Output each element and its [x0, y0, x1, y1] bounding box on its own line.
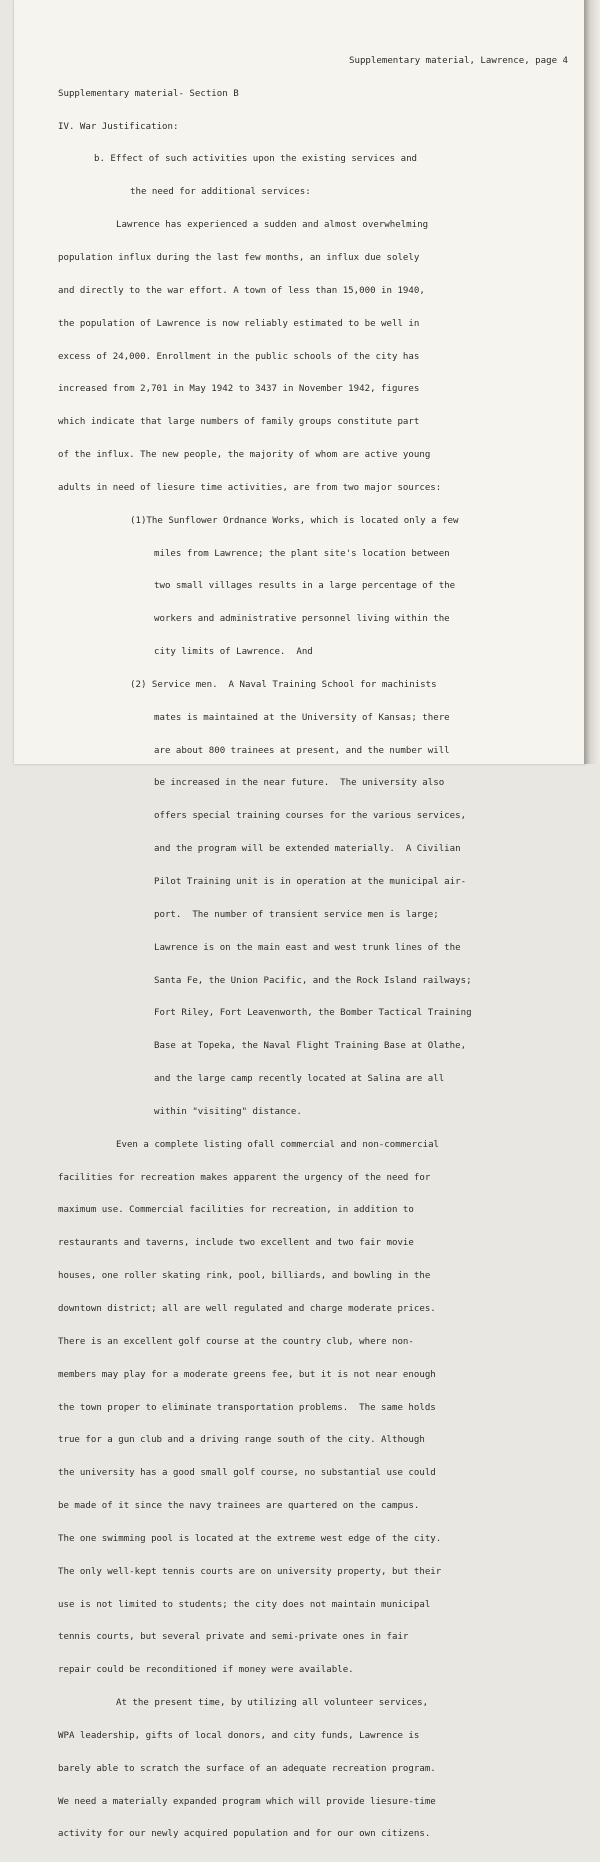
paragraph-line: The only well-kept tennis courts are on university property, but their [58, 1566, 442, 1577]
list-item-line: and the large camp recently located at Salina are all [154, 1074, 445, 1085]
section-heading: Supplementary material- Section B [58, 88, 239, 99]
typewritten-page [14, 0, 586, 1840]
paragraph-line: excess of 24,000. Enrollment in the public schools of the city has [58, 351, 420, 362]
paragraph-line: activity for our newly acquired population and for our own citizens. [58, 1829, 431, 1840]
list-item-line: port. The number of transient service men is large; [154, 909, 439, 920]
list-item-line: Pilot Training unit is in operation at the municipal air- [154, 877, 467, 887]
document-body [58, 34, 568, 1862]
paragraph-line: We need a materially expanded program which will provide liesure-time [58, 1796, 436, 1807]
paragraph-line: the university has a good small golf course, no substantial use could [58, 1468, 436, 1479]
paragraph-line: downtown district; all are well regulated and charge moderate prices. [58, 1303, 436, 1314]
paragraph-line: repair could be reconditioned if money were available. [58, 1665, 354, 1676]
list-item-line: within "visiting" distance. [154, 1106, 302, 1117]
paragraph-line: restaurants and taverns, include two excellent and two fair movie [58, 1238, 414, 1249]
list-item-line: Fort Riley, Fort Leavenworth, the Bomber Tactical Training [154, 1008, 472, 1019]
paragraph-line: of the influx. The new people, the majority of whom are active young [58, 450, 431, 461]
section-subheading: IV. War Justification: [58, 121, 179, 132]
paragraph-line: Even a complete listing ofall commercial and non-commercial [116, 1139, 440, 1150]
paragraph-line: population influx during the last few months, an influx due solely [58, 252, 420, 263]
paragraph-line: true for a gun club and a driving range south of the city. Although [58, 1435, 425, 1446]
list-item-line: and the program will be extended materially. A Civilian [154, 844, 461, 855]
paragraph-line: the town proper to eliminate transportation problems. The same holds [58, 1402, 436, 1413]
page-edge-shadow [584, 0, 600, 764]
paragraph-line: adults in need of liesure time activities, are from two major sources: [58, 482, 442, 493]
list-item-line: Santa Fe, the Union Pacific, and the Rock Island railways; [154, 975, 472, 986]
paragraph-line: increased from 2,701 in May 1942 to 3437 in November 1942, figures [58, 384, 420, 395]
paragraph-line: There is an excellent golf course at the country club, where non- [58, 1336, 414, 1347]
paragraph-line: be made of it since the navy trainees are quartered on the campus. [58, 1501, 420, 1512]
page-header: Supplementary material, Lawrence, page 4 [349, 55, 568, 66]
paragraph-line: facilities for recreation makes apparent the urgency of the need for [58, 1172, 431, 1183]
list-item-line: be increased in the near future. The university also [154, 778, 445, 789]
paragraph-line: and directly to the war effort. A town of less than 15,000 in 1940, [58, 285, 425, 296]
paragraph-line: which indicate that large numbers of family groups constitute part [58, 417, 420, 428]
paragraph-line: The one swimming pool is located at the extreme west edge of the city. [58, 1533, 442, 1544]
paragraph-line: WPA leadership, gifts of local donors, and city funds, Lawrence is [58, 1730, 420, 1741]
paragraph-line: the population of Lawrence is now reliably estimated to be well in [58, 318, 420, 329]
paragraph-line: barely able to scratch the surface of an adequate recreation program. [58, 1763, 436, 1774]
paragraph-line: Lawrence has experienced a sudden and almost overwhelming [116, 220, 429, 231]
list-item-line: Lawrence is on the main east and west trunk lines of the [154, 942, 461, 953]
paragraph-line: houses, one roller skating rink, pool, billiards, and bowling in the [58, 1271, 431, 1282]
item-b-heading-cont: the need for additional services: [130, 187, 311, 198]
item-b-heading: b. Effect of such activities upon the existing services and [94, 154, 418, 165]
list-item-line: offers special training courses for the various services, [154, 811, 467, 822]
list-item-line: two small villages results in a large percentage of the [154, 581, 456, 592]
list-item-line: city limits of Lawrence. And [154, 647, 313, 658]
list-item-2: (2) Service men. A Naval Training School for machinists [130, 679, 437, 690]
list-item-line: are about 800 trainees at present, and the number will [154, 745, 450, 756]
paragraph-line: maximum use. Commercial facilities for recreation, in addition to [58, 1205, 414, 1216]
list-item-line: mates is maintained at the University of Kansas; there [154, 712, 450, 723]
paragraph-line: At the present time, by utilizing all volunteer services, [116, 1698, 429, 1709]
list-item-line: Base at Topeka, the Naval Flight Training Base at Olathe, [154, 1041, 467, 1052]
list-item-1: (1)The Sunflower Ordnance Works, which is located only a few [130, 515, 459, 526]
paragraph-line: tennis courts, but several private and semi-private ones in fair [58, 1632, 409, 1643]
paragraph-line: members may play for a moderate greens fee, but it is not near enough [58, 1369, 436, 1380]
list-item-line: workers and administrative personnel living within the [154, 614, 450, 625]
paragraph-line: use is not limited to students; the city does not maintain municipal [58, 1599, 431, 1610]
list-item-line: miles from Lawrence; the plant site's location between [154, 548, 450, 559]
